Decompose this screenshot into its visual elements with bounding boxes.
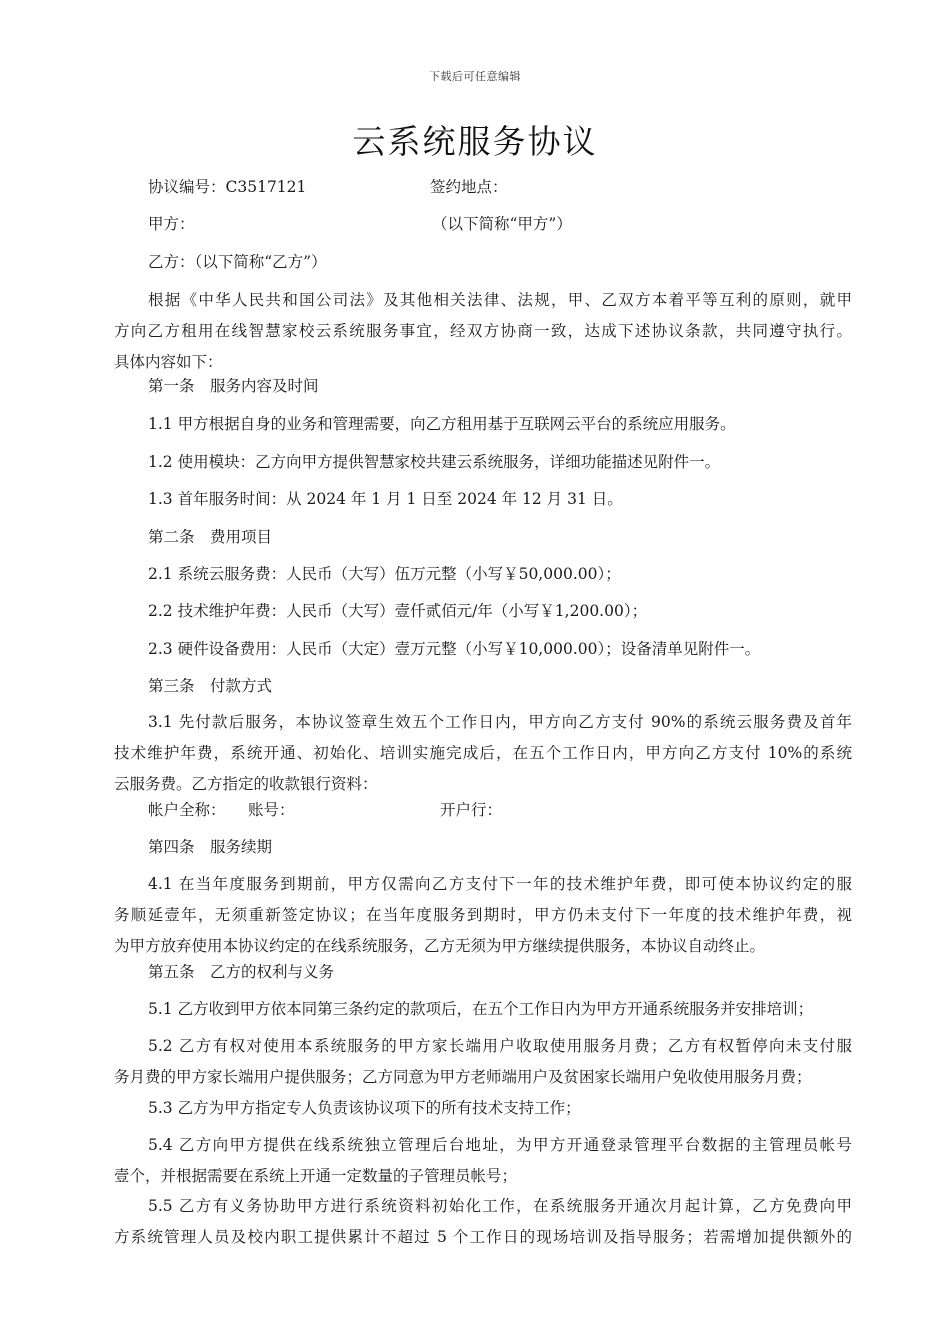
clause-5-4: [114, 1130, 852, 1192]
intro-line: 具体内容如下：: [114, 353, 223, 371]
bank-label: 开户行：: [440, 801, 503, 819]
clause-3-1-line: 技术维护年费，系统开通、初始化、培训实施完成后，在五个工作日内，甲方向乙方支付 10%的系统: [114, 744, 852, 762]
article-3-heading: 第三条 付款方式: [148, 677, 273, 695]
clause-3-1: [114, 707, 852, 800]
party-a-label: 甲方：: [148, 215, 195, 233]
intro-line: 方向乙方租用在线智慧家校云系统服务事宜，经双方协商一致，达成下述协议条款，共同遵守执行。: [114, 322, 852, 340]
clause-5-4-line: 5.4 乙方向甲方提供在线系统独立管理后台地址，为甲方开通登录管理平台数据的主管理员帐号: [148, 1136, 852, 1154]
clause-4-1-line: 务顺延壹年，无须重新签定协议；在当年度服务到期时，甲方仍未支付下一年度的技术维护年费，视: [114, 906, 852, 924]
header-note: 下载后可任意编辑: [429, 70, 521, 83]
clause-2-3: 2.3 硬件设备费用：人民币（大定）壹万元整（小写￥10,000.00）；设备清单见附件一。: [148, 640, 761, 658]
clause-5-4-line: 壹个，并根据需要在系统上开通一定数量的子管理员帐号；: [114, 1167, 518, 1185]
clause-5-2-line: 务月费的甲方家长端用户提供服务；乙方同意为甲方老师端用户及贫困家长端用户免收使用服务月费；: [114, 1068, 812, 1086]
clause-2-1: 2.1 系统云服务费：人民币（大写）伍万元整（小写￥50,000.00）；: [148, 565, 621, 583]
article-1-heading: 第一条 服务内容及时间: [148, 377, 319, 395]
clause-3-1-line: 3.1 先付款后服务，本协议签章生效五个工作日内，甲方向乙方支付 90%的系统云服务费及首年: [148, 713, 852, 731]
clause-5-3: [114, 1093, 852, 1124]
clause-5-5: [114, 1191, 852, 1253]
clause-5-1: [114, 994, 852, 1025]
clause-5-2-line: 5.2 乙方有权对使用本系统服务的甲方家长端用户收取使用服务月费；乙方有权暂停向未支付服: [148, 1037, 852, 1055]
article-4-heading: 第四条 服务续期: [148, 838, 273, 856]
clause-1-3: 1.3 首年服务时间：从 2024 年 1 月 1 日至 2024 年 12 月 31 日。: [148, 490, 623, 508]
clause-2-2: 2.2 技术维护年费：人民币（大写）壹仟贰佰元/年（小写￥1,200.00）；: [148, 602, 648, 620]
clause-3-1-line: 云服务费。乙方指定的收款银行资料：: [114, 775, 378, 793]
account-name-label: 帐户全称：: [148, 801, 226, 819]
account-number-label: 账号：: [248, 801, 295, 819]
clause-5-1-line: 5.1 乙方收到甲方依本同第三条约定的款项后，在五个工作日内为甲方开通系统服务并安排培训；: [148, 1000, 814, 1018]
intro-paragraph: [114, 285, 852, 378]
intro-line: 根据《中华人民共和国公司法》及其他相关法律、法规，甲、乙双方本着平等互利的原则，就甲: [148, 291, 852, 309]
document-title: 云系统服务协议: [352, 122, 598, 161]
clause-1-2: 1.2 使用模块：乙方向甲方提供智慧家校共建云系统服务，详细功能描述见附件一。: [148, 453, 721, 471]
party-a-alias: （以下简称“甲方”）: [432, 215, 572, 233]
clause-5-2: [114, 1031, 852, 1093]
clause-5-3-line: 5.3 乙方为甲方指定专人负责该协议项下的所有技术支持工作；: [148, 1099, 581, 1117]
article-2-heading: 第二条 费用项目: [148, 528, 273, 546]
clause-5-5-line: 方系统管理人员及校内职工提供累计不超过 5 个工作日的现场培训及指导服务；若需增加提供额外的: [114, 1228, 852, 1246]
clause-4-1-line: 为甲方放弃使用本协议约定的在线系统服务，乙方无须为甲方继续提供服务，本协议自动终止。: [114, 937, 766, 955]
agreement-number: 协议编号：C3517121: [148, 178, 307, 196]
clause-4-1-line: 4.1 在当年度服务到期前，甲方仅需向乙方支付下一年的技术维护年费，即可使本协议约定的服: [148, 875, 852, 893]
clause-5-5-line: 5.5 乙方有义务协助甲方进行系统资料初始化工作，在系统服务开通次月起计算，乙方免费向甲: [148, 1197, 852, 1215]
clause-1-1: 1.1 甲方根据自身的业务和管理需要，向乙方租用基于互联网云平台的系统应用服务。: [148, 415, 736, 433]
party-b-label: 乙方：（以下简称“乙方”）: [148, 253, 327, 271]
clause-4-1: [114, 869, 852, 962]
sign-place: 签约地点：: [430, 178, 508, 196]
article-5-heading: 第五条 乙方的权利与义务: [148, 963, 335, 981]
